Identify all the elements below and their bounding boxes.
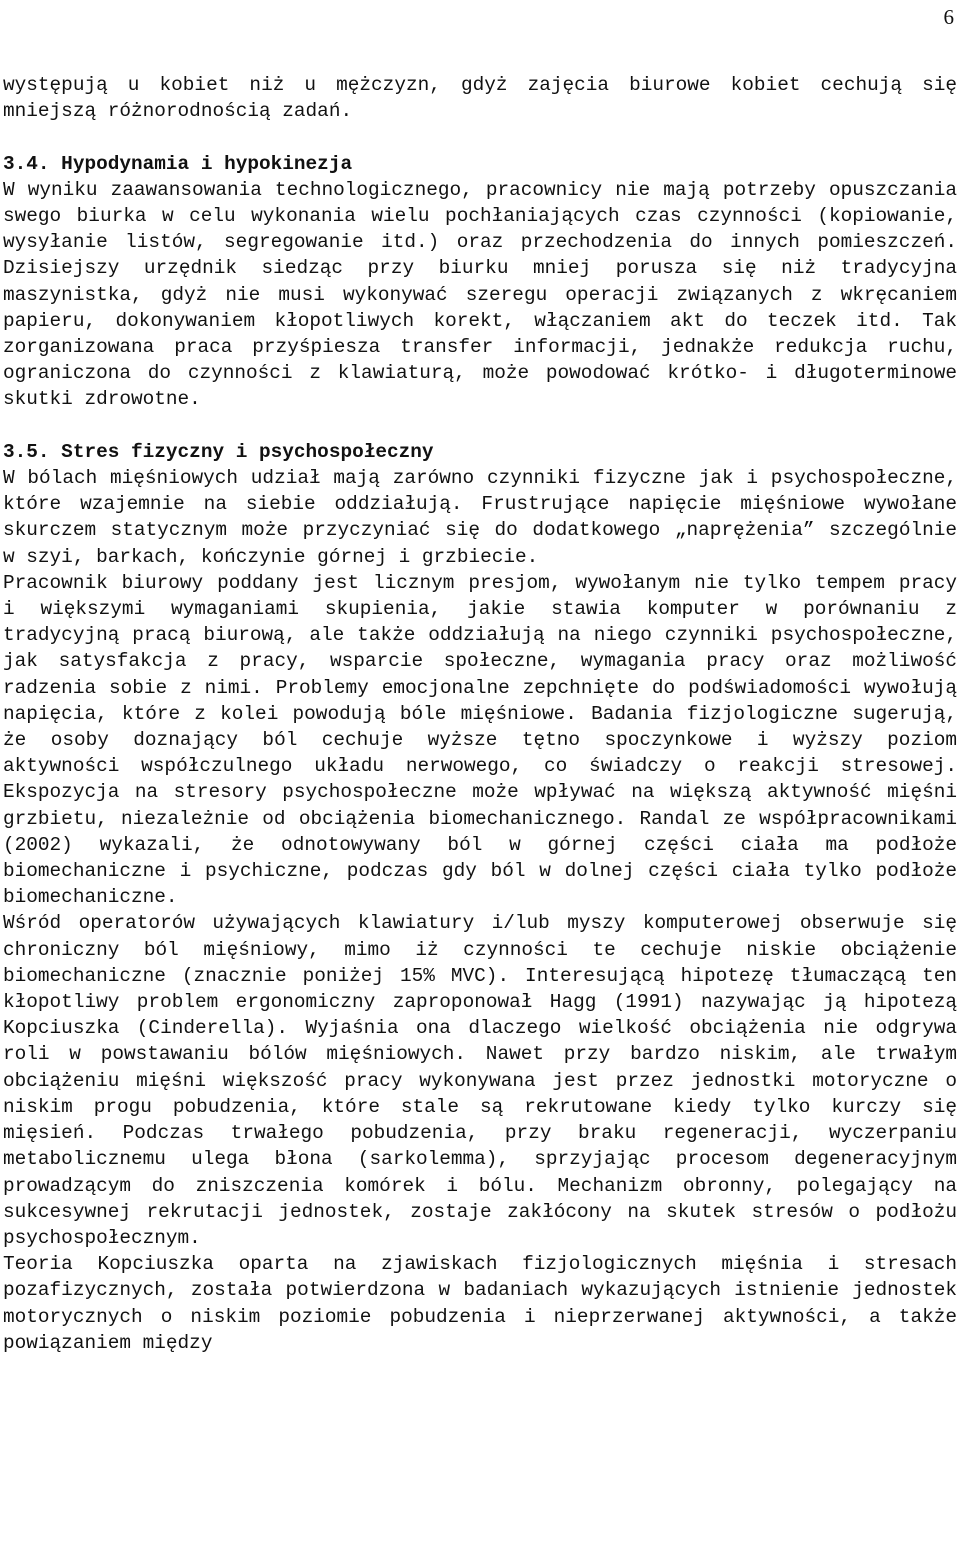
section-3-5-paragraph-4: Teoria Kopciuszka oparta na zjawiskach fizjologicznych mięśnia i stresach pozafizycznych, została potwierdzona w badaniach wykazujących istnienie jednostek motorycznych o niskim poziomie pobudzenia i nieprzerwanej aktywności, a także powiązaniem między xyxy=(3,1253,957,1354)
page-number: 6 xyxy=(943,5,954,29)
section-3-4-paragraph-1: W wyniku zaawansowania technologicznego, pracownicy nie mają potrzeby opuszczania swego biurka w celu wykonania wielu pochłaniających czas czynności (kopiowanie, wysyłanie listów, segregowanie itd.) oraz przechodzenia do innych pomieszczeń. Dzisiejszy urzędnik siedząc przy biurku mniej porusza się niż tradycyjna maszynistka, gdyż nie musi wykonywać szeregu operacji związanych z wkręcaniem papieru, dokonywaniem kłopotliwych korekt, włączaniem akt do teczek itd. Tak zorganizowana praca przyśpiesza transfer informacji, jednakże redukcja ruchu, ograniczona do czynności z klawiaturą, może powodować krótko- i długoterminowe skutki zdrowotne. xyxy=(3,178,957,411)
section-3-5-paragraph-2: Pracownik biurowy poddany jest licznym presjom, wywołanym nie tylko tempem pracy i większymi wymaganiami skupienia, jakie stawia komputer w porównaniu z tradycyjną pracą biurową, ale także oddziałują na niego czynniki psychospołeczne, jak satysfakcja z pracy, wsparcie społeczne, wymagania pracy oraz możliwość radzenia sobie z nimi. Problemy emocjonalne zepchnięte do podświadomości wywołują napięcia, które z kolei powodują bóle mięśniowe. Badania fizjologiczne sugerują, że osoby doznający ból cechuje wyższe tętno spoczynkowe i wyższy poziom aktywności współczulnego układu nerwowego, co świadczy o reakcji stresowej. Ekspozycja na stresory psychospołeczne może wpływać na większą aktywność mięśni grzbietu, niezależnie od obciążenia biomechanicznego. Randal ze współpracownikami (2002) wykazali, że odnotowywany ból w górnej części ciała ma podłoże biomechaniczne i psychiczne, podczas gdy ból w dolnej części ciała tylko podłoże biomechaniczne. xyxy=(3,571,957,909)
section-3-5-paragraph-3: Wśród operatorów używających klawiatury i/lub myszy komputerowej obserwuje się chroniczny ból mięśniowy, mimo iż czynności te cechuje niskie obciążenie biomechaniczne (znacznie poniżej 15% MVC). Interesującą hipotezę tłumaczącą ten kłopotliwy problem ergonomiczny zaproponował Hagg (1991) nazywając ją hipotezą Kopciuszka (Cinderella). Wyjaśnia ona dlaczego wielkość obciążenia nie odgrywa roli w powstawaniu bólów mięśniowych. Nawet przy bardzo niskim, ale trwałym obciążeniu mięśni większość pracy wykonywana jest przez jednostki motoryczne o niskim progu pobudzenia, które stale są rekrutowane kiedy tylko kurczy się mięsień. Podczas trwałego pobudzenia, przy braku regeneracji, wyczerpaniu metabolicznemu ulega błona (sarkolemma), sprzyjając procesom degeneracyjnym prowadzącym do zniszczenia komórek i bólu. Mechanizm obronny, polegający na sukcesywnej rekrutacji jednostek, zostaje zakłócony na skutek stresów o podłożu psychospołecznym. xyxy=(3,912,957,1249)
paragraph-gap xyxy=(3,124,957,150)
section-heading-3-4: 3.4. Hypodynamia i hypokinezja xyxy=(3,152,353,175)
paragraph-intro-continuation: występują u kobiet niż u mężczyzn, gdyż zajęcia biurowe kobiet cechują się mniejszą różnorodnością zadań. xyxy=(3,74,957,123)
document-body xyxy=(3,72,957,1356)
section-3-5-paragraph-1: W bólach mięśniowych udział mają zarówno czynniki fizyczne jak i psychospołeczne, które wzajemnie na siebie oddziałują. Frustrujące napięcie mięśniowe wywołane skurczem statycznym może przyczyniać się do dodatkowego „naprężenia” szczególnie w szyi, barkach, kończynie górnej i grzbiecie. xyxy=(3,467,957,568)
section-heading-3-5: 3.5. Stres fizyczny i psychospołeczny xyxy=(3,440,434,463)
paragraph-gap xyxy=(3,413,957,439)
